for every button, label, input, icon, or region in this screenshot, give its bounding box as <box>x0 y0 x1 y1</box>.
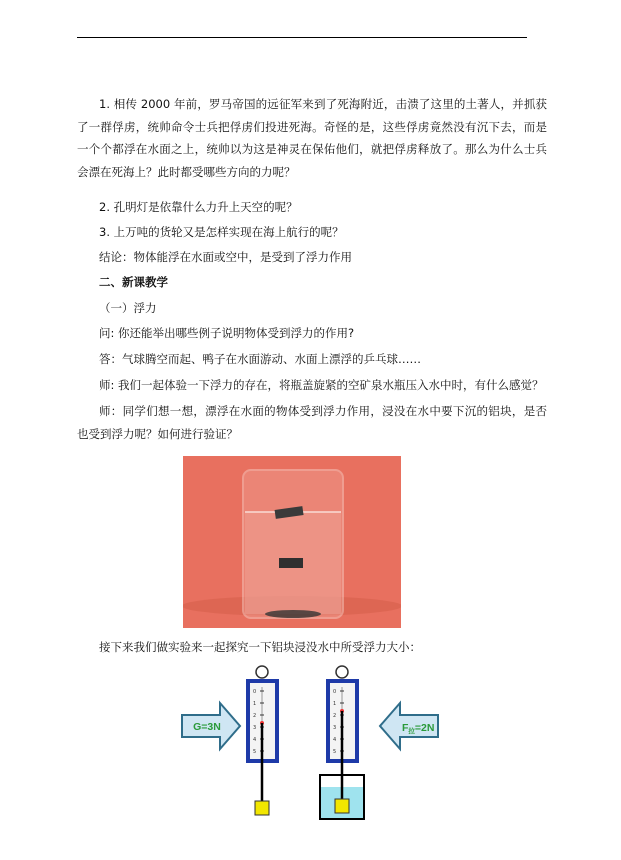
spring-scale-right <box>320 666 364 819</box>
gravity-label: G=3N <box>193 721 221 733</box>
header-rule <box>77 37 527 38</box>
paragraph-kongming-lantern: 2. 孔明灯是依靠什么力升上天空的呢？ <box>99 200 298 214</box>
svg-text:3: 3 <box>333 725 337 731</box>
question-line: 问: 你还能举出哪些例子说明物体受到浮力的作用? <box>99 326 355 340</box>
paragraph-cargo-ship: 3. 上万吨的货轮又是怎样实现在海上航行的呢？ <box>99 225 344 239</box>
gravity-arrow <box>182 703 240 749</box>
spring-scale-left <box>246 666 279 815</box>
svg-text:3: 3 <box>253 725 257 731</box>
svg-text:5: 5 <box>333 749 337 755</box>
svg-text:2: 2 <box>333 713 337 719</box>
teacher-line-1: 师: 我们一起体验一下浮力的存在，将瓶盖旋紧的空矿泉水瓶压入水中时，有什么感觉？ <box>99 378 544 392</box>
svg-text:4: 4 <box>253 737 257 743</box>
svg-text:1: 1 <box>333 701 337 707</box>
svg-text:0: 0 <box>253 689 257 695</box>
beaker-photo <box>183 456 401 628</box>
teacher-line-2: 师：同学们想一想，漂浮在水面的物体受到浮力作用，浸没在水中要下沉的铝块，是否也受到浮力呢？如何进行验证？ <box>77 404 547 441</box>
tension-arrow <box>380 703 438 749</box>
svg-text:0: 0 <box>333 689 337 695</box>
answer-line: 答：气球腾空而起、鸭子在水面游动、水面上漂浮的乒乓球…… <box>99 352 421 366</box>
paragraph-dead-sea: 1. 相传 2000 年前，罗马帝国的远征军来到了死海附近，击溃了这里的土著人，并抓获了一群俘虏，统帅命令士兵把俘虏们投进死海。奇怪的是，这些俘虏竟然没有沉下去，而是一个个都浮在水面之上，统帅以为这是神灵在保佑他们，就把俘虏释放了。那么为什么士兵会漂在死海上？此时都受哪些方向的力呢？ <box>77 97 547 179</box>
svg-text:1: 1 <box>253 701 257 707</box>
section-heading: 二、新课教学 <box>99 275 168 289</box>
tension-label: F拉=2N <box>402 722 435 735</box>
paragraph-conclusion: 结论：物体能浮在水面或空中，是受到了浮力作用 <box>99 250 352 264</box>
svg-text:2: 2 <box>253 713 257 719</box>
spring-scale-diagram <box>180 663 440 823</box>
svg-text:5: 5 <box>253 749 257 755</box>
submerged-object <box>279 558 303 568</box>
experiment-caption: 接下来我们做实验来一起探究一下铝块浸没水中所受浮力大小： <box>99 640 421 654</box>
svg-text:4: 4 <box>333 737 337 743</box>
aluminum-block-right <box>335 799 349 813</box>
aluminum-block-left <box>255 801 269 815</box>
subsection-heading: （一）浮力 <box>99 301 157 315</box>
